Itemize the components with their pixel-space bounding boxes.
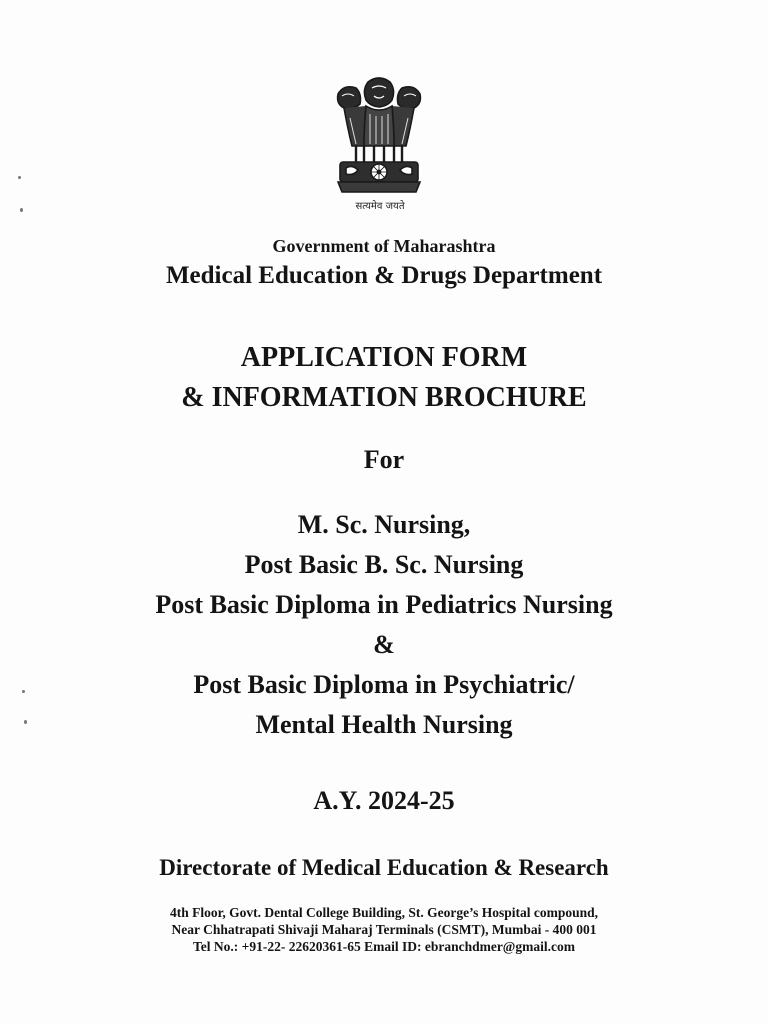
ashoka-lion-capital-icon xyxy=(330,74,428,198)
course-line-3: Post Basic Diploma in Pediatrics Nursing xyxy=(155,590,613,619)
course-line-2: Post Basic B. Sc. Nursing xyxy=(244,550,524,579)
national-motto: सत्यमेव जयते xyxy=(355,201,405,212)
address-line-2: Near Chhatrapati Shivaji Maharaj Terminals (CSMT), Mumbai - 400 001 xyxy=(171,922,597,937)
academic-year: A.Y. 2024-25 xyxy=(313,786,455,815)
course-line-5: Post Basic Diploma in Psychiatric/ xyxy=(193,670,575,699)
course-line-1: M. Sc. Nursing, xyxy=(297,510,471,539)
government-name: Government of Maharashtra xyxy=(272,236,496,256)
scan-speck xyxy=(18,176,21,179)
course-ampersand: & xyxy=(373,630,395,659)
for-label: For xyxy=(363,445,405,474)
directorate-name: Directorate of Medical Education & Research xyxy=(159,855,609,880)
address-line-1: 4th Floor, Govt. Dental College Building, St. George’s Hospital compound, xyxy=(169,905,599,920)
title-line-2: & INFORMATION BROCHURE xyxy=(181,382,587,413)
title-line-1: APPLICATION FORM xyxy=(240,342,528,373)
course-line-6: Mental Health Nursing xyxy=(255,710,513,739)
contact-line: Tel No.: +91-22- 22620361-65 Email ID: ebranchdmer@gmail.com xyxy=(193,939,575,954)
department-name: Medical Education & Drugs Department xyxy=(165,262,603,289)
